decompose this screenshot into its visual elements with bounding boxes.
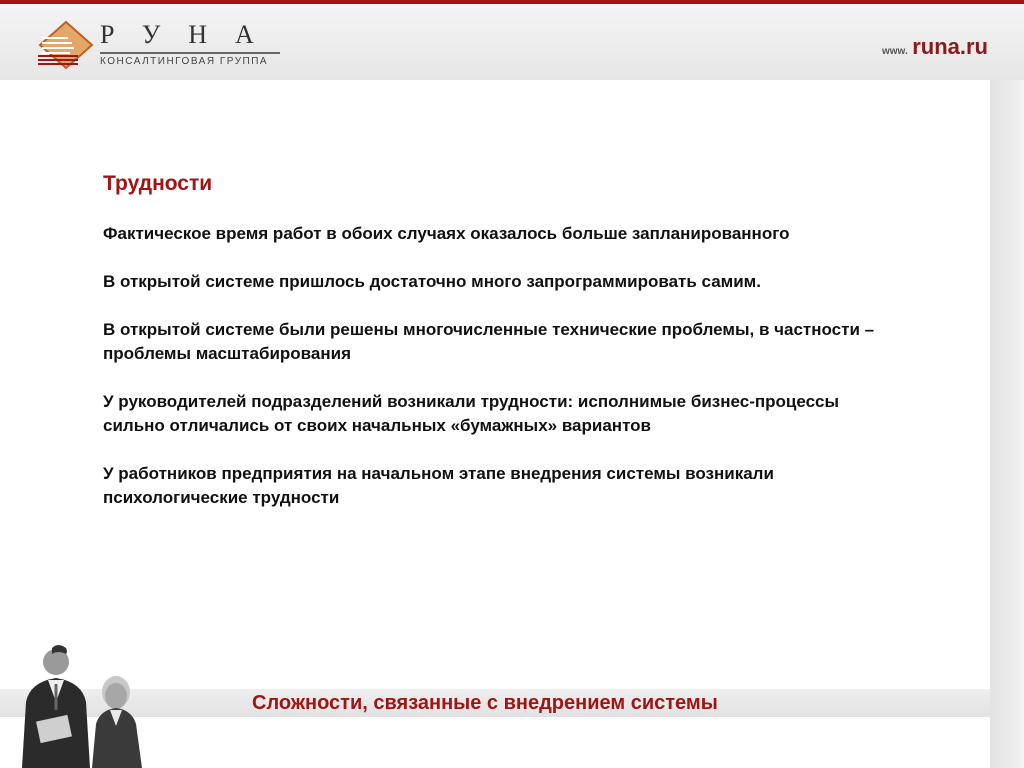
logo-divider (100, 52, 280, 54)
content-heading: Трудности (103, 172, 213, 195)
diamond-logo-icon (38, 20, 94, 70)
paragraph: Фактическое время работ в обоих случаях оказалось больше запланированного (103, 224, 790, 243)
slide-content (103, 172, 923, 534)
right-side-band (990, 80, 1024, 768)
paragraph: У руководителей подразделений возникали трудности: исполнимые бизнес-процессы сильно отличались от своих начальных «бумажных» вариантов (103, 392, 840, 435)
paragraph: У работников предприятия на начальном этапе внедрения системы возникали психологические трудности (103, 464, 774, 507)
slide-title: Сложности, связанные с внедрением системы (252, 692, 718, 714)
slide-header (0, 4, 1024, 80)
paragraph: В открытой системе были решены многочисленные технические проблемы, в частности – проблемы масштабирования (103, 320, 875, 363)
website-link[interactable] (882, 34, 988, 60)
paragraph: В открытой системе пришлось достаточно много запрограммировать самим. (103, 272, 761, 291)
logo-subtitle: КОНСАЛТИНГОВАЯ ГРУППА (100, 56, 269, 67)
website-domain: runa.ru (912, 34, 988, 59)
business-people-illustration (8, 640, 148, 768)
logo-title: РУНА (100, 20, 282, 49)
website-prefix: www. (882, 46, 908, 57)
